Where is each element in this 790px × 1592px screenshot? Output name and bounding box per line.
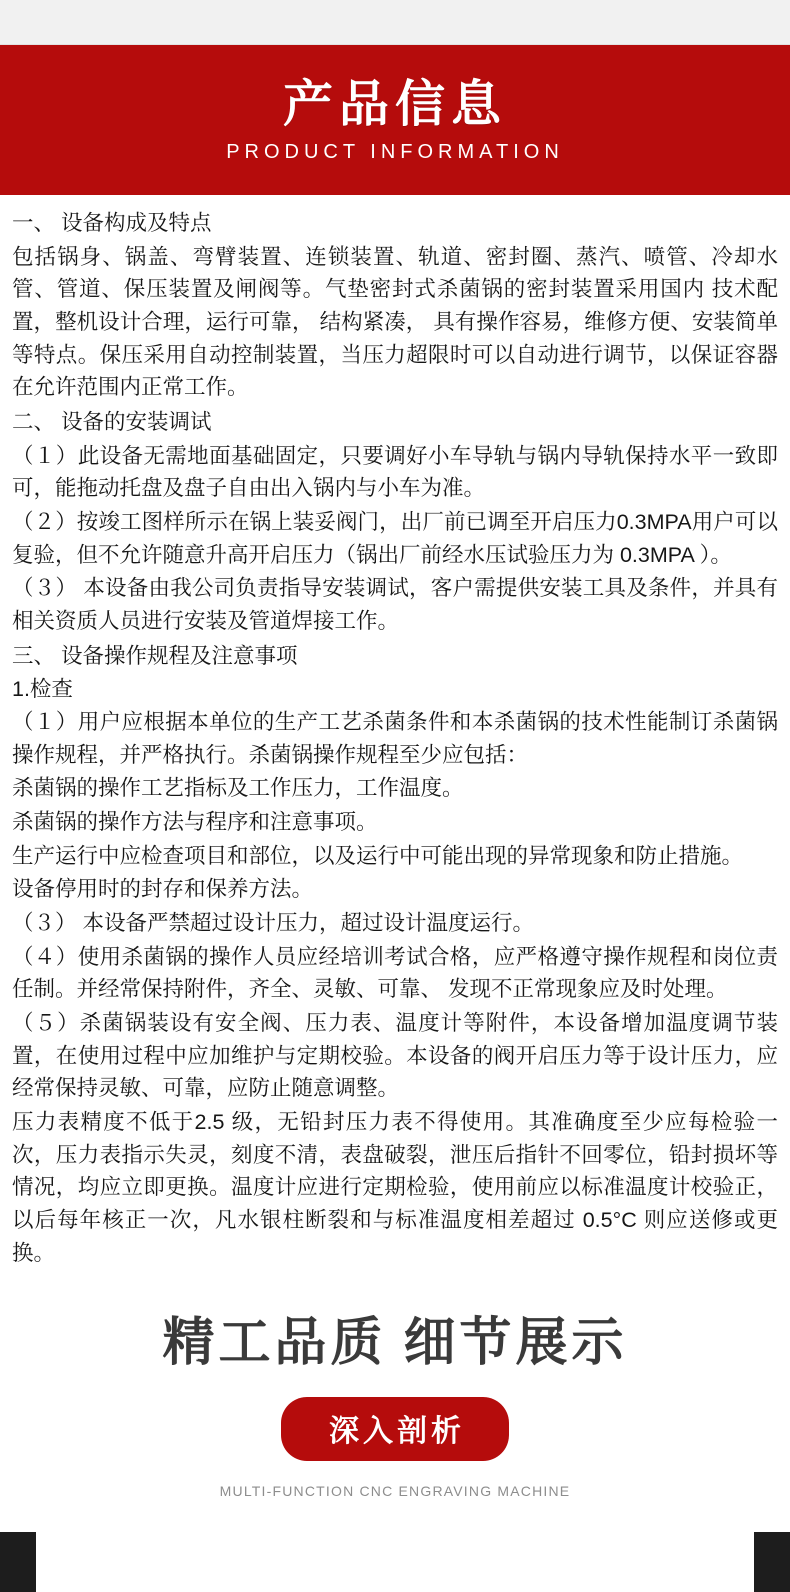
- promo-english-caption: MULTI-FUNCTION CNC ENGRAVING MACHINE: [219, 1482, 571, 1499]
- banner-title: 产品信息: [283, 75, 507, 132]
- section-3-line-4: 设备停用时的封存和保养方法。: [12, 877, 314, 902]
- section-3-line-1: 杀菌锅的操作工艺指标及工作压力，工作温度。: [12, 776, 464, 801]
- promo-block: [0, 1300, 790, 1509]
- product-info-banner: [0, 45, 790, 195]
- section-3-line-3: 生产运行中应检查项目和部位，以及运行中可能出现的异常现象和防止措施。: [12, 843, 744, 868]
- section-1-body: 包括锅身、锅盖、弯臂装置、连锁装置、轨道、密封圈、蒸汽、喷管、冷却水管、管道、保压装置及闸阀等。气垫密封式杀菌锅的密封装置采用国内 技术配置，整机设计合理，运行可靠， 结构紧凑， 具有操作容易，维修方便、安装简单等特点。保压采用自动控制装置，当压力超限时可以自动进行调节，以保证容器在允许范围内正常工作。: [12, 244, 778, 400]
- section-1-heading: 一、 设备构成及特点: [12, 211, 212, 235]
- product-info-content: [0, 195, 790, 1270]
- section-2-heading: 二、 设备的安装调试: [12, 410, 212, 435]
- footer-inner-panel: [36, 1532, 754, 1592]
- section-3-heading: 三、 设备操作规程及注意事项: [12, 643, 298, 668]
- section-3-item-5: （５）杀菌锅装设有安全阀、压力表、温度计等附件，本设备增加温度调节装置，在使用过程中应加维护与定期校验。本设备的阀开启压力等于设计压力，应经常保持灵敏、可靠，应防止随意调整。: [12, 1011, 778, 1101]
- footer-bar: [0, 1532, 790, 1592]
- section-3-item-3: （３） 本设备严禁超过设计压力，超过设计温度运行。: [12, 911, 534, 936]
- section-3-line-2: 杀菌锅的操作方法与程序和注意事项。: [12, 810, 378, 835]
- promo-title: 精工品质 细节展示: [162, 1314, 628, 1372]
- banner-subtitle: PRODUCT INFORMATION: [226, 141, 564, 164]
- top-strip: [0, 0, 790, 45]
- section-3-item-1: （１）用户应根据本单位的生产工艺杀菌条件和本杀菌锅的技术性能制订杀菌锅操作规程，并严格执行。杀菌锅操作规程至少应包括：: [12, 710, 778, 767]
- section-2-item-1: （１）此设备无需地面基础固定，只要调好小车导轨与锅内导轨保持水平一致即可，能拖动托盘及盘子自由出入锅内与小车为准。: [12, 443, 778, 501]
- section-3-item-4: （４）使用杀菌锅的操作人员应经培训考试合格，应严格遵守操作规程和岗位责任制。并经常保持附件，齐全、灵敏、可靠、 发现不正常现象应及时处理。: [12, 944, 778, 1002]
- section-3-item-6: 压力表精度不低于2.5 级，无铅封压力表不得使用。其准确度至少应每检验一次，压力表指示失灵，刻度不清，表盘破裂，泄压后指针不回零位，铅封损坏等情况，均应立即更换。温度计应进行定期检验，使用前应以标准温度计校验正，以后每年核正一次，凡水银柱断裂和与标准温度相差超过 0.5°C 则应送修或更换。: [12, 1110, 778, 1265]
- section-2-item-3: （３） 本设备由我公司负责指导安装调试，客户需提供安装工具及条件，并具有相关资质人员进行安装及管道焊接工作。: [12, 576, 778, 634]
- section-3-subheading: 1.检查: [12, 677, 73, 702]
- deep-analysis-button[interactable]: 深入剖析: [281, 1397, 509, 1461]
- section-2-item-2: （２）按竣工图样所示在锅上装妥阀门，出厂前已调至开启压力0.3MPA用户可以复验，但不允许随意升高开启压力（锅出厂前经水压试验压力为 0.3MPA ）。: [12, 510, 778, 567]
